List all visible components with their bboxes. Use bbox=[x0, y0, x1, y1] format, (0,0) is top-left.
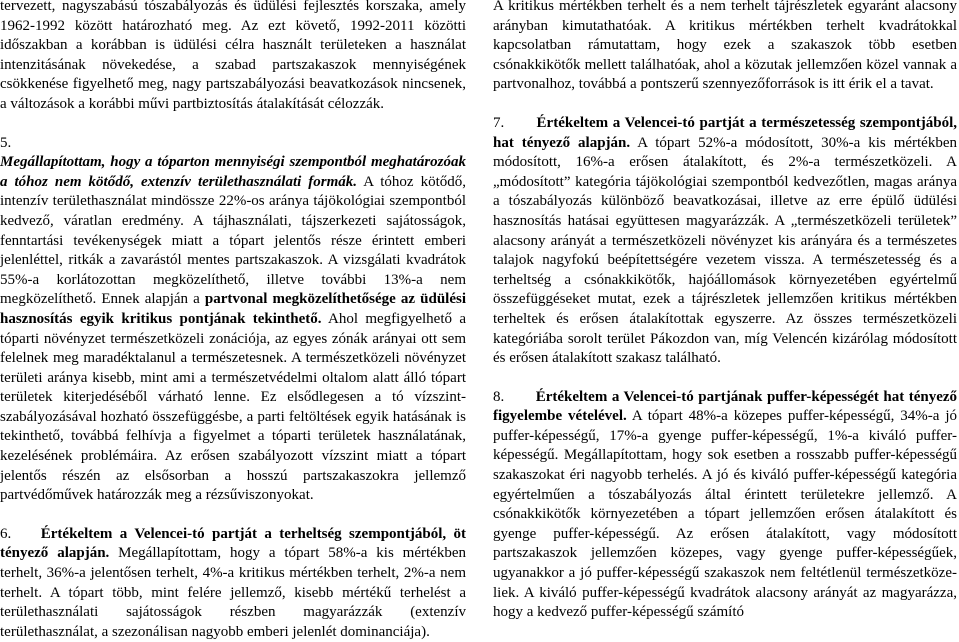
section-5-bold-statement: partvonal megközelíthetősége az üdülési hasznosítás egyik kritikus pontjának tekinthető. bbox=[0, 291, 466, 327]
section-5-number bbox=[0, 134, 466, 154]
left-column bbox=[0, 0, 466, 642]
section-6-paragraph bbox=[0, 525, 466, 642]
section-7-paragraph bbox=[493, 114, 957, 369]
section-8-title: Értékeltem a Velencei-tó partjának puffer-képességét hat tényező figyelembe vételével. bbox=[493, 388, 958, 425]
section-8-paragraph bbox=[493, 388, 957, 623]
paragraph-gap bbox=[493, 369, 957, 388]
section-6-num: 6. bbox=[0, 525, 12, 542]
section-5-body-part1: A tóhoz kötődő, intenzív területhasználat mindössze 22%-os aránya tájökológiai szempontból kedvező, váratlan eredmény. A tájhasználati, tájszerkezeti sajátosságok, fenntartási tevékenységek miatt a tópart jelentős része érintett emberi jelenléttel, ritkák a zavarástól mentes partszakaszok. A vizsgálati kvadrátok 55%-a korlátozottan megközelíthető, illetve további 13%-a nem megközelíthető. Ennek alapján a bbox=[0, 173, 466, 308]
section-8-num: 8. bbox=[493, 388, 505, 405]
paragraph-gap bbox=[493, 95, 957, 114]
section-5-num: 5. bbox=[0, 134, 12, 151]
section-6-body: Megállapítottam, hogy a tópart 58%-a kis mértékben terhelt, 36%-a jelentősen terhelt, 4%-a kritikus mértékben terhelt, 2%-a nem terhelt. A tópart több, mint felére jellemző, kisebb mértékű terhelést a területhasználati sajátosságok részben magyarázzák (extenzív területhasználat, a szezonálisan nagyobb emberi jelenlét dominanciája). bbox=[0, 545, 466, 640]
section-5-body-part2: Ahol megfigyelhető a tóparti növényzet természetközeli zonációja, az egyes zónák arányai ott sem felelnek meg maradéktalanul a természetesnek. A természetközeli növényzet területi aránya kisebb, mint ami a természetvédelmi oltalom alatt álló tópart területek kiterjedéséből várható lenne. Ez elsődlegesen a tó vízszint-szabályozásával hozható összefüggésbe, a parti feltöltések egyik hatásának is tekinthető, továbbá felhívja a figyelmet a tóparti területek használatának, kezelésének problémáira. Az erősen szabályozott vízszint miatt a tópart jelentős részén az elsősorban a hosszú partszakaszokra jellemző partvédőművek határozzák meg a rézsűviszonyokat. bbox=[0, 310, 466, 504]
section-7-num: 7. bbox=[493, 114, 505, 131]
right-column bbox=[493, 0, 957, 623]
right-intro-paragraph: A kritikus mértékben terhelt és a nem terhelt tájrészletek egyaránt alacsony arányban kimutathatóak. A kritikus mértékben terhelt kvadrátokkal kapcsolatban rámutattam, hogy ezek a szakaszok több esetben csónakkikötők mellett találhatóak, ahol a közutak jellemzően közel vannak a partvonalhoz, továbbá a pontszerű szennyezőforrások is itt érik el a tavat. bbox=[493, 0, 957, 93]
section-5-paragraph bbox=[0, 153, 466, 506]
paragraph-gap bbox=[0, 506, 466, 525]
section-7-title: Értékeltem a Velencei-tó partját a természetesség szempontjából, hat tényező alapján. bbox=[493, 114, 958, 151]
section-5-title: Megállapítottam, hogy a tóparton mennyiségi szempontból meghatározóak a tóhoz nem kötődő, extenzív területhasználati formák. bbox=[0, 154, 466, 190]
paragraph-gap bbox=[0, 115, 466, 134]
section-7-body: A tópart 52%-a módosított, 30%-a kis mértékben módosított, 16%-a erősen átalakított, és 2%-a természetközeli. A „módosított” kategória tájökológiai szempontból kedvezőtlen, magas aránya a tószabályozás különböző beavatkozásai, illetve az erre épülő üdülési hasznosítás hatásai együttesen magyarázzák. A „természetközeli területek” alacsony arányát a természetközeli növényzet kis arányára és a természetes talajok nagyfokú beépítettségére vezetem vissza. A természetesség és a terheltség a csónakkikötők, hajóállomások környezetében egyértelmű összefüggéseket mutat, ezek a tájrészletek jellemzően kritikus mértékben terheltek és erősen átalakítottak egyszerre. Az összes természetközeli kategóriába sorolt terület Pákozdon van, míg Velencén kizárólag módosított és erősen átalakított szakasz található. bbox=[493, 134, 957, 367]
left-intro-paragraph: tervezett, nagyszabású tószabályozás és üdülési fejlesztés korszaka, amely 1962-1992 között határozható meg. Az ezt követő, 1992-2011 közötti időszakban a korábban is üdülési célra használt területeken a használat intenzitásának növekedése, a szabad partszakaszok mennyiségének csökkenése figyelhető meg, nagy partszabályozási beavatkozások nincsenek, a változások a korábbi művi partbiztosítás átalakítását célozzák. bbox=[0, 0, 466, 112]
section-8-body: A tópart 48%-a közepes puffer-képességű, 34%-a jó puffer-képességű, 17%-a gyenge puffer-képességű, 1%-a kiváló puffer-képességű. Megállapítottam, hogy sok esetben a rosszabb puffer-képességű szakaszokat éri nagyobb terhelés. A jó és kiváló puffer-képességű kategória egyértelműen a tószabályozás által érintett területekre jellemző. A csónakkikötők környezetében a tópart jellemzően erősen átalakított és gyenge puffer-képességű. Az erősen átalakított, vagy módosított partszakaszok jellemzően közepes, vagy gyenge puffer-képességűek, ugyanakkor a jó puffer-képességű szakaszok nem feltétlenül természetközeliek. A kiváló puffer-képességű kvadrátok alacsony arányát az magyarázza, hogy a kedvező puffer-képességű számító bbox=[493, 408, 957, 621]
section-6-title: Értékeltem a Velencei-tó partját a terheltség szempontjából, öt tényező alapján. bbox=[0, 525, 467, 562]
